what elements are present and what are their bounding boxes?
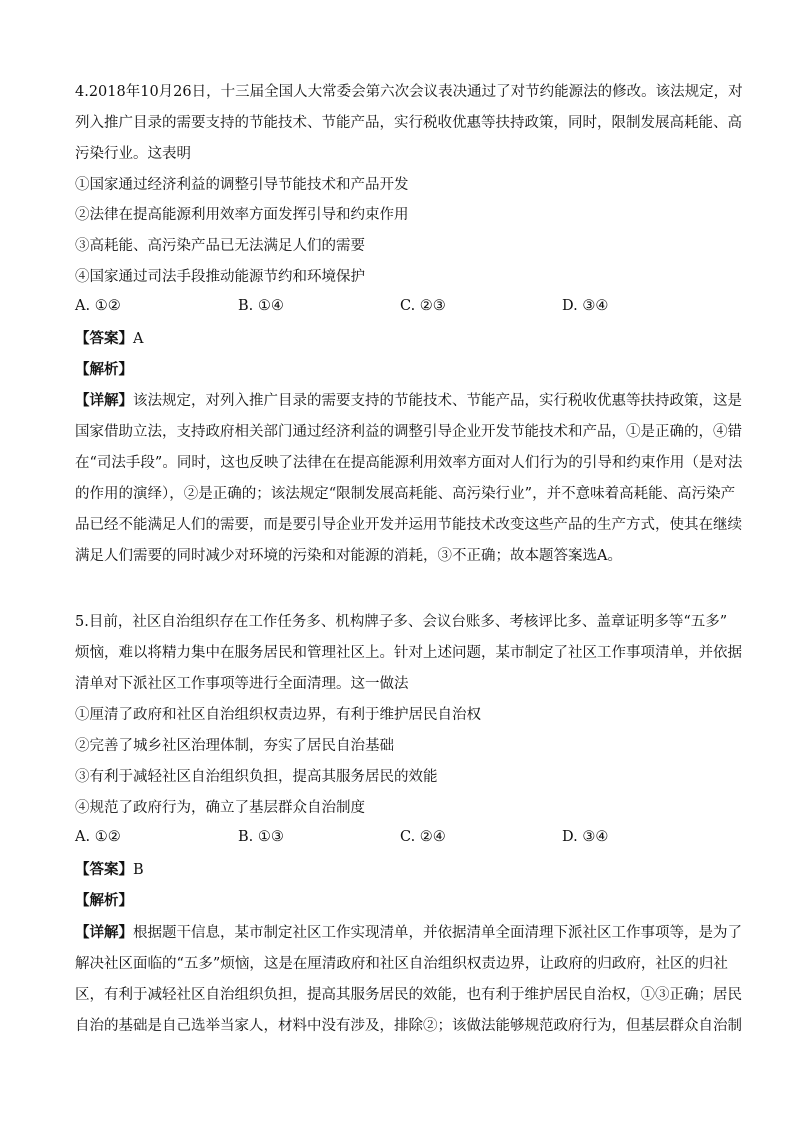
q4-item-4: ④国家通过司法手段推动能源节约和环境保护 xyxy=(75,269,365,285)
q4-item-2: ②法律在提高能源利用效率方面发挥引导和约束作用 xyxy=(75,207,409,223)
q5-stem-line-2: 烦恼，难以将精力集中在服务居民和管理社区上。针对上述问题，某市制定了社区工作事项清单，并依据 xyxy=(75,645,742,661)
q5-detail-line-4: 自治的基础是自己选举当家人，材料中没有涉及，排除②；该做法能够规范政府行为，但基层群众自治制 xyxy=(75,1018,742,1034)
q5-option-a: A. ①② xyxy=(75,829,121,845)
q4-detail-line-6: 满足人们需要的同时减少对环境的污染和对能源的消耗，③不正确；故本题答案选A。 xyxy=(75,548,622,564)
q5-options xyxy=(75,829,725,849)
q4-option-c: C. ②③ xyxy=(400,298,446,314)
q4-detail-line-4: 的作用的演绎），②是正确的；该法规定“限制发展高耗能、高污染行业”，并不意味着高耗能、高污染产 xyxy=(75,486,736,502)
q5-item-2: ②完善了城乡社区治理体制，夯实了居民自治基础 xyxy=(75,738,394,754)
q5-option-d: D. ③④ xyxy=(562,829,609,845)
q5-item-3: ③有利于减轻社区自治组织负担，提高其服务居民的效能 xyxy=(75,769,438,785)
q5-stem-line-1: 5.目前，社区自治组织存在工作任务多、机构牌子多、会议台账多、考核评比多、盖章证明多等“五多” xyxy=(75,614,728,630)
q4-analysis-tag: 【解析】 xyxy=(75,361,133,378)
q4-option-a: A. ①② xyxy=(75,298,121,314)
q4-option-d: D. ③④ xyxy=(562,298,609,314)
q4-detail-line-3: 在“司法手段”。同时，这也反映了法律在在提高能源利用效率方面对人们行为的引导和约束作用（是对法 xyxy=(75,455,743,471)
q4-options xyxy=(75,298,725,318)
q5-item-4: ④规范了政府行为，确立了基层群众自治制度 xyxy=(75,800,365,816)
q4-answer-tag: 【答案】 xyxy=(75,330,133,347)
q4-stem-line-2: 列入推广目录的需要支持的节能技术、节能产品，实行税收优惠等扶持政策，同时，限制发展高耗能、高 xyxy=(75,115,742,131)
q5-item-1: ①厘清了政府和社区自治组织权责边界，有利于维护居民自治权 xyxy=(75,707,481,723)
q4-item-3: ③高耗能、高污染产品已无法满足人们的需要 xyxy=(75,238,365,254)
q5-detail-line-1: 【详解】根据题干信息，某市制定社区工作实现清单，并依据清单全面清理下派社区工作事项等，是为了 xyxy=(75,924,742,941)
q4-option-b: B. ①④ xyxy=(238,298,284,314)
q4-stem-line-3: 污染行业。这表明 xyxy=(75,146,191,162)
q4-detail-tag: 【详解】 xyxy=(75,392,133,409)
q5-detail-line-2: 解决社区面临的“五多”烦恼，这是在厘清政府和社区自治组织权责边界，让政府的归政府，社区的归社 xyxy=(75,956,728,972)
q5-answer xyxy=(75,860,725,880)
q4-item-1: ①国家通过经济利益的调整引导节能技术和产品开发 xyxy=(75,177,409,193)
q5-answer-value: B xyxy=(133,862,144,878)
q4-detail-line-5: 品已经不能满足人们的需要，而是要引导企业开发并运用节能技术改变这些产品的生产方式，使其在继续 xyxy=(75,517,742,533)
q5-analysis-tag: 【解析】 xyxy=(75,892,133,909)
q4-detail-line-1: 【详解】该法规定，对列入推广目录的需要支持的节能技术、节能产品，实行税收优惠等扶持政策，这是 xyxy=(75,392,742,409)
q4-stem-line-1: 4.2018年10月26日，十三届全国人大常委会第六次会议表决通过了对节约能源法的修改。该法规定，对 xyxy=(75,84,743,100)
q5-answer-tag: 【答案】 xyxy=(75,861,133,878)
q5-detail-tag: 【详解】 xyxy=(75,924,133,941)
q5-option-c: C. ②④ xyxy=(400,829,446,845)
q4-answer-value: A xyxy=(133,331,144,347)
q5-detail-line-3: 区，有利于减轻社区自治组织负担，提高其服务居民的效能，也有利于维护居民自治权，①③正确；居民 xyxy=(75,987,742,1003)
q4-answer xyxy=(75,329,725,349)
q5-stem-line-3: 清单对下派社区工作事项等进行全面清理。这一做法 xyxy=(75,676,409,692)
q4-detail-line-2: 国家借助立法，支持政府相关部门通过经济利益的调整引导企业开发节能技术和产品，①是正确的，④错 xyxy=(75,424,742,440)
q5-option-b: B. ①③ xyxy=(238,829,284,845)
